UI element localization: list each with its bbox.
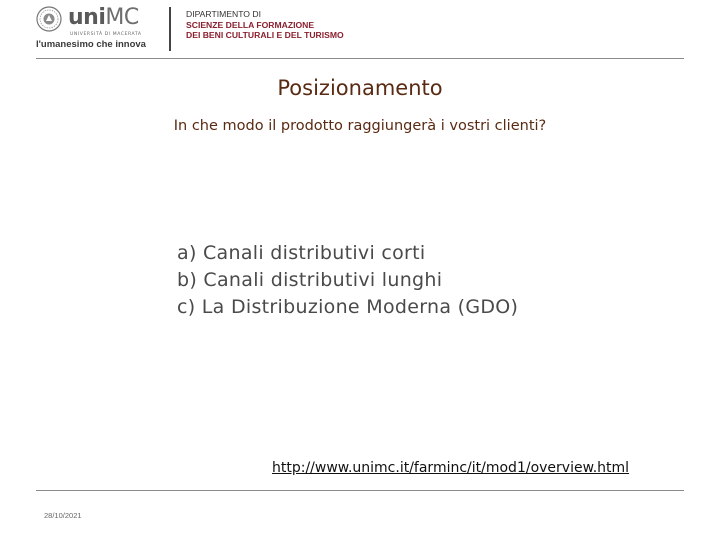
list-item: c) La Distribuzione Moderna (GDO) (177, 296, 519, 318)
department-line-1: DIPARTIMENTO DI (186, 9, 261, 19)
university-name: UNIVERSITÀ DI MACERATA (70, 32, 142, 37)
university-tagline: l'umanesimo che innova (36, 39, 146, 50)
list-item: a) Canali distributivi corti (177, 242, 426, 264)
department-line-3: DEI BENI CULTURALI E DEL TURISMO (186, 30, 344, 40)
slide-title: Posizionamento (277, 76, 443, 100)
header-divider (169, 7, 171, 51)
list-item: b) Canali distributivi lunghi (177, 269, 443, 291)
footer-rule (36, 490, 684, 491)
footer-date: 28/10/2021 (44, 511, 82, 520)
option-list (177, 240, 518, 321)
slide-subtitle: In che modo il prodotto raggiungerà i vostri clienti? (173, 118, 547, 134)
university-seal-icon (36, 6, 62, 32)
logo-text-bold: uni (68, 5, 106, 30)
reference-link[interactable]: http://www.unimc.it/farminc/it/mod1/overview.html (272, 460, 630, 476)
header-rule (36, 58, 684, 59)
unimc-logo (68, 3, 139, 33)
slide-header (0, 0, 720, 58)
logo-text-light: MC (105, 5, 139, 30)
department-name (186, 9, 344, 41)
department-line-2: SCIENZE DELLA FORMAZIONE (186, 19, 315, 30)
